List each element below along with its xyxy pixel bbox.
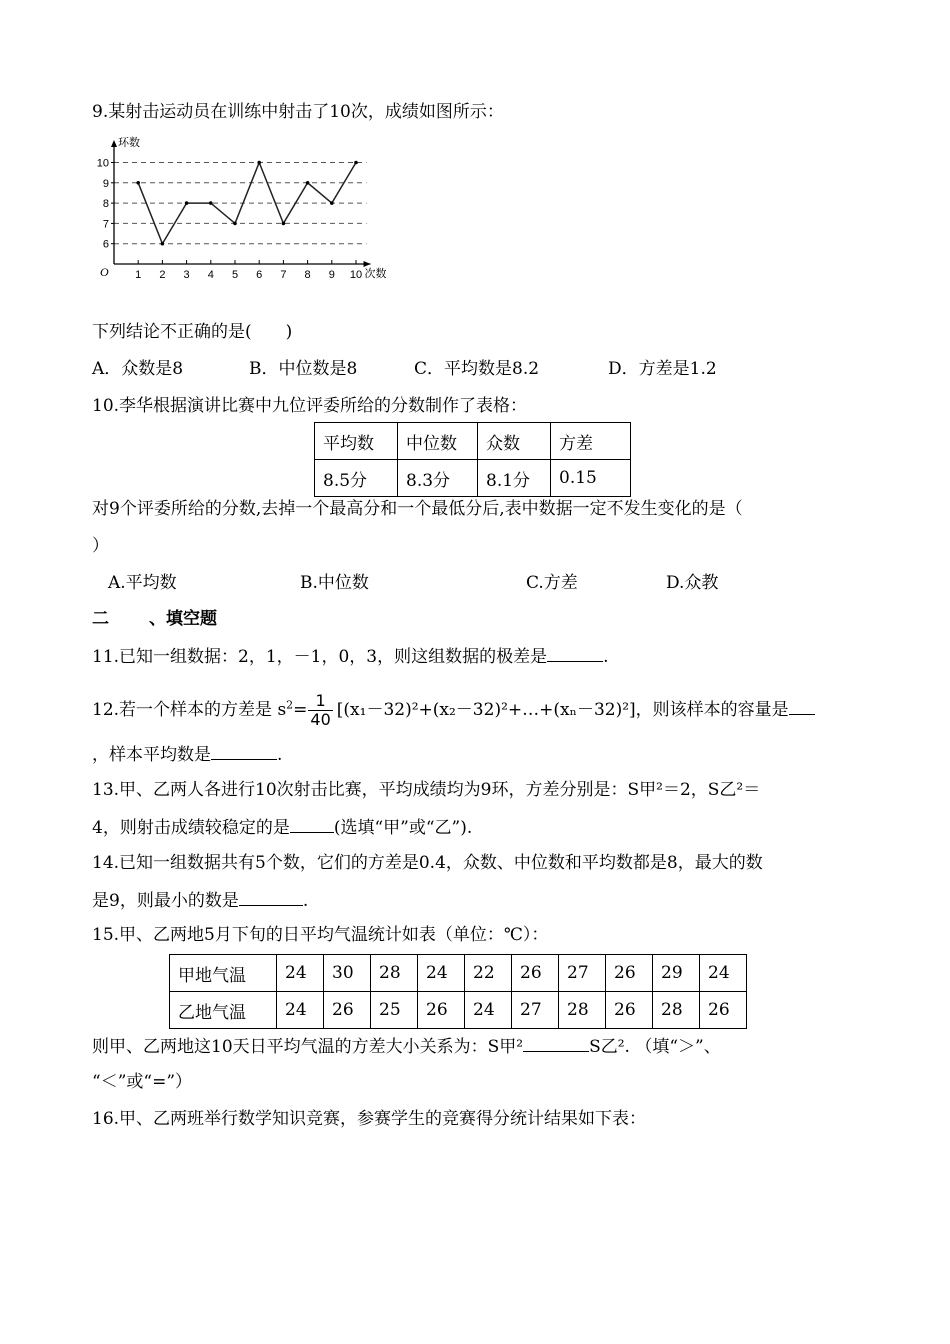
data-point [161,242,165,246]
q15-cell: 27 [512,992,559,1029]
q10-header-mode: 众数 [478,423,551,460]
q15-temperature-table [169,954,747,1029]
q9-option-a: A．众数是8 [92,359,184,379]
q15-line1-before: 则甲、乙两地这10天日平均气温的方差大小关系为：S甲² [92,1037,524,1057]
q11-text: 11.已知一组数据：2，1，－1，0，3，则这组数据的极差是 [92,647,548,667]
q10-value-mode: 8.1分 [478,460,551,497]
origin-label: O [100,265,109,279]
q10-option-b: B.中位数 [300,573,369,593]
q14-answer-blank[interactable] [239,887,303,906]
data-point [306,181,310,185]
q9-option-c: C．平均数是8.2 [414,359,540,379]
section-title: 、填空题 [149,609,217,629]
x-tick-label: 4 [207,269,214,281]
q10-options [108,571,718,595]
q10-option-d: D.众教 [666,573,719,593]
x-tick-label: 6 [256,269,263,281]
y-tick-label: 9 [102,177,109,190]
q14-tail: . [302,891,309,911]
q15-cell: 24 [277,955,324,992]
q16-text: 16.甲、乙两班举行数学知识竞赛，参赛学生的竞赛得分统计结果如下表： [92,1109,647,1129]
x-tick-label: 1 [135,269,142,281]
q10-header-mean: 平均数 [315,423,398,460]
data-point [136,181,140,185]
q12-formula: [(x₁－32)²+(x₂－32)²+…+(xₙ－32)²]，则该样本的容量是 [336,700,789,720]
q10-option-a: A.平均数 [108,573,177,593]
y-axis-label: 环数 [118,136,140,149]
q15-answer-blank[interactable] [523,1033,589,1052]
q10-value-variance: 0.15 [551,460,631,497]
y-tick-label: 8 [102,198,109,211]
q15-cell: 26 [606,992,653,1029]
q11 [92,643,609,669]
x-tick-label: 10 [349,269,363,281]
y-axis-arrow [111,140,117,147]
q12-line2 [92,741,282,767]
q13-line1: 13.甲、乙两人各进行10次射击比赛，平均成绩均为9环，方差分别是：S甲²＝2，S乙²＝ [92,780,761,800]
q15-cell: 26 [606,955,653,992]
q15-answer-line1 [92,1033,721,1059]
q15-cell: 24 [465,992,512,1029]
q11-tail: . [603,647,609,667]
q10-header-variance: 方差 [551,423,631,460]
q12-frac-den: 40 [310,710,331,729]
q15-cell: 25 [371,992,418,1029]
q9-option-b: B．中位数是8 [249,359,358,379]
q13-answer-blank[interactable] [290,814,334,833]
y-tick-label: 7 [102,218,109,231]
q13-line2 [92,814,472,840]
q15-row-label: 甲地气温 [170,955,277,992]
q15-cell: 26 [324,992,371,1029]
section-heading [92,607,217,631]
q10-header-median: 中位数 [398,423,478,460]
q14-line1: 14.已知一组数据共有5个数，它们的方差是0.4，众数、中位数和平均数都是8，最大的数 [92,853,763,873]
q13-line2-before: 4，则射击成绩较稳定的是 [92,818,290,838]
q14-line2 [92,887,308,913]
q15-cell: 28 [371,955,418,992]
q15-cell: 26 [418,992,465,1029]
q12: 12.若一个样本的方差是 $s^2=$ $\frac{1}{40}$ [(x₁－32)²+(x₂－32)²+…+(xₙ－32)²]，则该样本的容量是 [92,692,815,729]
q12-mean-blank[interactable] [211,741,277,760]
q13-line2-after: (选填“甲”或“乙”). [333,818,473,838]
x-tick-label: 5 [231,269,239,281]
q15-row-label: 乙地气温 [170,992,277,1029]
q15-cell: 27 [559,955,606,992]
q9-options [92,357,717,381]
q14-line2-before: 是9，则最小的数是 [92,891,239,911]
q15-row-yi [170,992,747,1029]
data-point [185,201,189,205]
x-tick-label: 3 [183,269,190,281]
q10-question-line1: 对9个评委所给的分数,去掉一个最高分和一个最低分后,表中数据一定不发生变化的是（ [92,499,743,519]
q15-cell: 30 [324,955,371,992]
q15-cell: 24 [418,955,465,992]
data-point [233,222,237,226]
q15-cell: 28 [653,992,700,1029]
y-tick-label: 10 [96,157,109,170]
q10-value-mean: 8.5分 [315,460,398,497]
q15-cell: 29 [653,955,700,992]
q15-row-jia [170,955,747,992]
q12-frac-num: 1 [308,692,332,711]
q9-question: 下列结论不正确的是( ) [92,322,293,342]
q15-line1-after: S乙². （填“＞”、 [589,1037,721,1057]
q10-text: 10.李华根据演讲比赛中九位评委所给的分数制作了表格： [92,396,528,416]
q9-text: 9.某射击运动员在训练中射击了10次，成绩如图所示： [92,102,504,122]
q12-text-before: 12.若一个样本的方差是 s [92,700,287,720]
q15-cell: 24 [700,955,747,992]
q12-fraction [308,692,332,729]
q15-cell: 28 [559,992,606,1029]
data-point [354,161,358,165]
data-point [209,201,213,205]
x-tick-label: 2 [159,269,166,281]
q15-cell: 22 [465,955,512,992]
data-point [282,222,286,226]
x-tick-label: 9 [328,269,335,281]
section-number: 二 [92,609,109,629]
q15-cell: 24 [277,992,324,1029]
q10-option-c: C.方差 [526,573,578,593]
q9-option-d: D．方差是1.2 [608,359,717,379]
q10-question-line2: ） [92,536,109,556]
score-line-chart [92,136,402,286]
q10-stats-table [314,422,631,497]
q11-answer-blank[interactable] [547,643,603,662]
q15-answer-line2: “＜”或“=”） [92,1072,193,1092]
q12-line2-text: ，样本平均数是 [92,745,211,765]
y-tick-label: 6 [102,238,109,251]
q15-cell: 26 [512,955,559,992]
q12-tail: . [277,745,283,765]
q10-value-median: 8.3分 [398,460,478,497]
data-point [330,201,334,205]
q15-cell: 26 [700,992,747,1029]
data-point [257,161,261,165]
x-tick-label: 7 [280,269,287,281]
x-axis-label: 次数 [364,267,387,280]
x-tick-label: 8 [304,269,311,281]
q15-text: 15.甲、乙两地5月下旬的日平均气温统计如表（单位：℃）： [92,925,549,945]
q12-capacity-blank[interactable] [789,696,815,715]
